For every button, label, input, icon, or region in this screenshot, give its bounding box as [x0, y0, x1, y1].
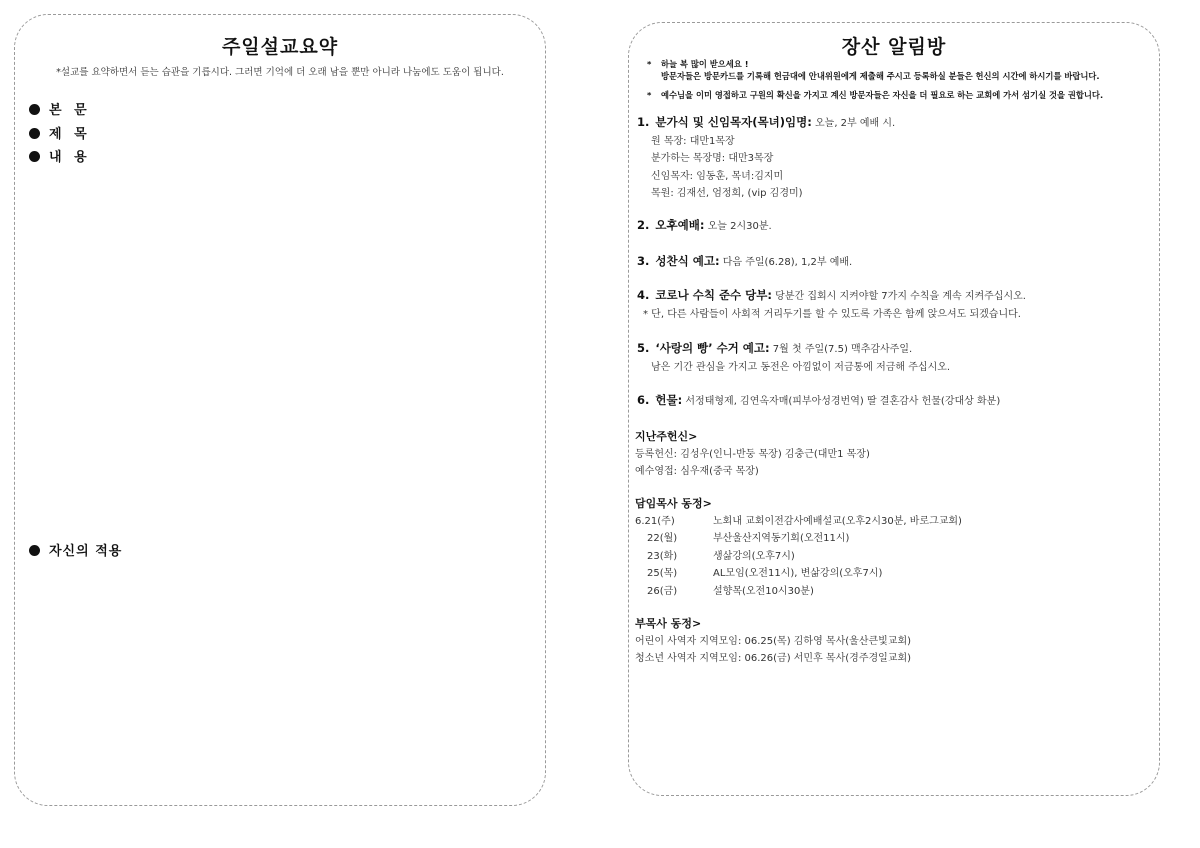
bullet-dot-icon	[29, 128, 40, 139]
assistant-pastor-line: 어린이 사역자 지역모임: 06.25(목) 김하영 목사(울산큰빛교회)	[635, 635, 912, 647]
schedule-row	[635, 530, 1150, 548]
schedule-date: 6.21(주)	[635, 515, 675, 527]
announcement-item-1	[637, 114, 1147, 203]
item-text: 서정태형제, 김연옥자매(피부아성경번역) 딸 결혼감사 헌물(강대상 화분)	[682, 396, 1001, 407]
bullet-content	[29, 146, 91, 165]
schedule-row	[635, 513, 1150, 531]
bullet-dot-icon	[29, 545, 40, 556]
schedule-event: 노회내 교회이전감사예배설교(오후2시30분, 바로그교회)	[713, 515, 962, 527]
announcement-item-2	[637, 217, 1147, 236]
schedule-date: 22(월)	[647, 533, 678, 544]
notice-greeting-line1: 하늘 복 많이 받으세요 !	[661, 59, 749, 69]
announcement-item-6	[637, 392, 1147, 411]
announcement-item-3	[637, 253, 1147, 272]
notice-star: *	[647, 59, 652, 69]
item-heading: 성찬식 예고:	[655, 254, 720, 268]
bullet-content-label: 내 용	[49, 150, 91, 165]
item-subline: * 단, 다른 사람들이 사회적 거리두기를 할 수 있도록 가족은 함께 앉으셔도 되겠습니다.	[643, 308, 1021, 320]
item-text: 오늘, 2부 예배 시.	[811, 118, 896, 129]
item-heading: 헌물:	[655, 393, 683, 407]
assistant-pastor-title: 부목사 동정>	[635, 617, 702, 630]
pastor-schedule-title: 담임목사 동정>	[635, 497, 712, 510]
item-number: 4.	[637, 288, 650, 302]
item-subline: 원 목장: 대만1목장	[651, 135, 735, 147]
schedule-date: 26(금)	[647, 585, 678, 597]
sermon-summary-panel	[14, 14, 546, 806]
notice-visitors-line1: 예수님을 이미 영접하고 구원의 확신을 가지고 계신 방문자들은 자신을 더 필요로 하는 교회에 가서 섬기실 것을 권합니다.	[661, 90, 1104, 100]
assistant-pastor-line: 청소년 사역자 지역모임: 06.26(금) 서민후 목사(경주경일교회)	[635, 653, 912, 664]
notice-star: *	[647, 90, 652, 100]
offering-section-title: 지난주헌신>	[635, 430, 698, 443]
notice-visitors	[647, 89, 1103, 101]
item-number: 2.	[637, 218, 650, 232]
bullet-dot-icon	[29, 104, 40, 115]
bullet-application-label: 자신의 적용	[49, 544, 123, 559]
schedule-row	[635, 583, 1150, 601]
offering-line: 등록헌신: 김성우(인니-반둥 목장) 김충근(대만1 목장)	[635, 448, 870, 460]
announcements-panel	[628, 22, 1160, 796]
item-heading: ‘사랑의 빵’ 수거 예고:	[655, 341, 770, 355]
item-text: 당분간 집회시 지켜야할 7가지 수칙을 계속 지켜주십시오.	[771, 291, 1026, 302]
bullet-scripture-label: 본 문	[49, 103, 91, 118]
schedule-event: AL모임(오전11시), 변삶강의(오후7시)	[713, 568, 883, 579]
assistant-pastor-section	[635, 615, 1150, 668]
sermon-summary-title: 주일설교요약	[221, 36, 339, 58]
schedule-event: 부산울산지역동기회(오전11시)	[713, 533, 850, 544]
offering-section	[635, 428, 1150, 481]
item-number: 6.	[637, 393, 650, 407]
schedule-date: 23(화)	[647, 550, 678, 562]
item-text: 7월 첫 주일(7.5) 맥추감사주일.	[769, 344, 913, 355]
bullet-sermon-title-label: 제 목	[49, 127, 91, 142]
item-number: 5.	[637, 341, 650, 355]
notice-greeting	[647, 58, 1100, 82]
item-heading: 오후예배:	[655, 218, 705, 232]
notice-greeting-line2: 방문자들은 방문카드를 기록해 헌금대에 안내위원에게 제출해 주시고 등록하실 분들은 헌신의 시간에 하시기를 바랍니다.	[661, 71, 1100, 81]
announcement-item-5	[637, 340, 1147, 376]
announcements-title: 장산 알림방	[841, 36, 947, 58]
item-subline: 분가하는 목장명: 대만3목장	[651, 153, 774, 164]
bullet-sermon-title	[29, 123, 91, 142]
pastor-schedule-section	[635, 495, 1150, 600]
offering-line: 예수영접: 심우재(중국 목장)	[635, 466, 759, 477]
bullet-dot-icon	[29, 151, 40, 162]
schedule-row	[635, 548, 1150, 566]
item-heading: 분가식 및 신임목자(목녀)임명:	[655, 115, 812, 129]
schedule-event: 설향목(오전10시30분)	[713, 585, 814, 597]
bullet-scripture	[29, 99, 91, 118]
item-heading: 코로나 수칙 준수 당부:	[655, 288, 772, 302]
item-number: 1.	[637, 115, 650, 129]
item-subline: 남은 기간 관심을 가지고 동전은 아낌없이 저금통에 저금해 주십시오.	[651, 361, 951, 373]
item-subline: 신임목자: 임동훈, 목녀:김지미	[651, 170, 784, 182]
item-text: 다음 주일(6.28), 1,2부 예배.	[719, 257, 853, 268]
item-text: 오늘 2시30분.	[704, 221, 772, 232]
sermon-summary-subtitle: *설교를 요약하면서 듣는 습관을 기릅시다. 그러면 기억에 더 오래 남을 뿐만 아니라 나눔에도 도움이 됩니다.	[56, 67, 504, 78]
schedule-row	[635, 565, 1150, 583]
bullet-application	[29, 540, 122, 559]
item-number: 3.	[637, 254, 650, 268]
item-subline: 목원: 김재선, 엄정희, (vip 김경미)	[651, 188, 803, 199]
schedule-event: 생삶강의(오후7시)	[713, 550, 795, 562]
schedule-date: 25(목)	[647, 568, 678, 579]
announcement-item-4	[637, 287, 1147, 323]
